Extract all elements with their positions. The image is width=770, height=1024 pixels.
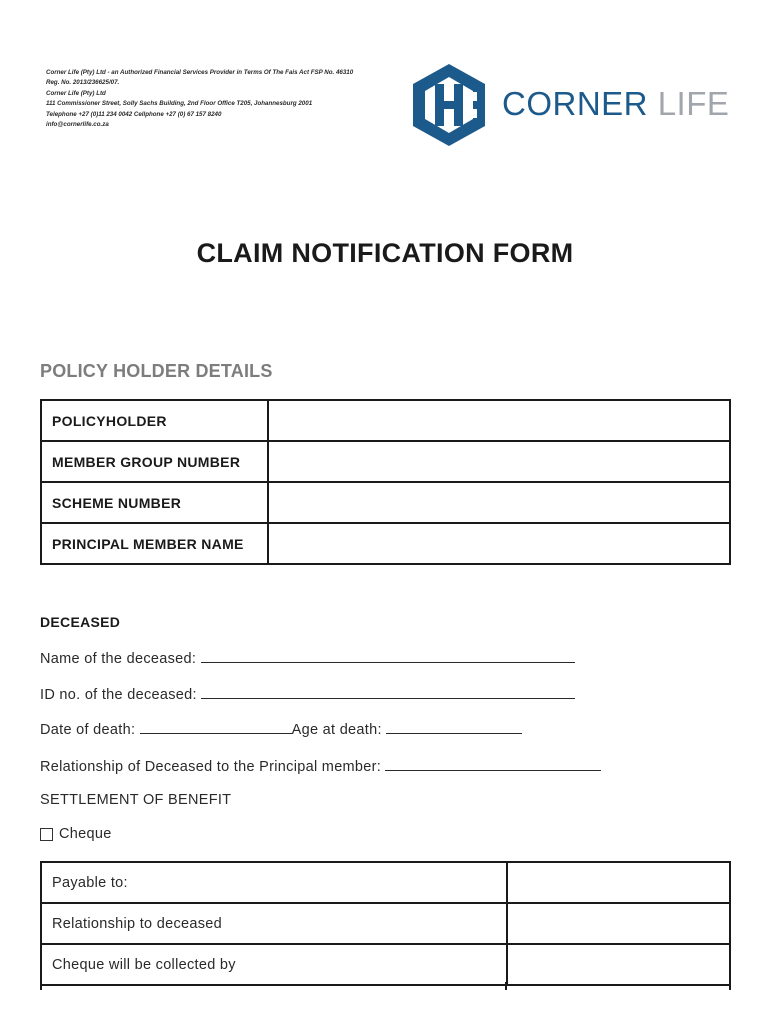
policy-section-title: POLICY HOLDER DETAILS xyxy=(40,361,273,381)
deceased-id-label: ID no. of the deceased: xyxy=(40,687,197,703)
payable-to-label: Payable to: xyxy=(41,862,507,903)
table-row xyxy=(41,862,730,903)
relationship-to-deceased-field[interactable] xyxy=(507,903,730,944)
table-row xyxy=(41,400,730,441)
company-info-line: info@cornerlife.co.za xyxy=(46,121,109,129)
policyholder-label: POLICYHOLDER xyxy=(41,400,268,441)
logo-text-secondary: LIFE xyxy=(657,85,730,122)
settlement-title: SETTLEMENT OF BENEFIT xyxy=(40,792,232,808)
principal-member-name-field[interactable] xyxy=(268,523,730,564)
table-border-continuation xyxy=(40,982,42,990)
policy-details-table xyxy=(40,399,731,565)
company-info-line: Reg. No. 2013/236625/07. xyxy=(46,79,120,87)
deceased-name-field[interactable] xyxy=(201,649,575,663)
deceased-id-row xyxy=(40,685,575,703)
principal-member-name-label: PRINCIPAL MEMBER NAME xyxy=(41,523,268,564)
scheme-number-label: SCHEME NUMBER xyxy=(41,482,268,523)
deceased-name-row xyxy=(40,649,575,667)
company-info-line: Corner Life (Pty) Ltd - an Authorized Financial Services Provider in Terms Of The Fais Act FSP No. 46310 xyxy=(46,69,354,76)
date-of-death-field[interactable] xyxy=(140,720,292,734)
member-group-number-label: MEMBER GROUP NUMBER xyxy=(41,441,268,482)
member-group-number-field[interactable] xyxy=(268,441,730,482)
relationship-to-deceased-label: Relationship to deceased xyxy=(41,903,507,944)
company-info-line: Corner Life (Pty) Ltd xyxy=(46,89,106,97)
cheque-option[interactable] xyxy=(40,826,112,842)
logo-hexagon-icon xyxy=(406,62,492,148)
date-of-death-label: Date of death: xyxy=(40,722,136,738)
table-row xyxy=(41,903,730,944)
table-border-continuation xyxy=(729,982,731,990)
table-row xyxy=(41,944,730,985)
age-at-death-field[interactable] xyxy=(386,720,522,734)
policyholder-field[interactable] xyxy=(268,400,730,441)
cheque-details-table xyxy=(40,861,731,986)
logo-text-primary: CORNER xyxy=(502,85,649,122)
deceased-name-label: Name of the deceased: xyxy=(40,651,197,667)
deceased-id-field[interactable] xyxy=(201,685,575,699)
form-title: CLAIM NOTIFICATION FORM xyxy=(196,238,574,268)
collected-by-field[interactable] xyxy=(507,944,730,985)
deceased-section-title: DECEASED xyxy=(40,614,121,630)
relationship-row xyxy=(40,757,601,775)
table-border-continuation xyxy=(505,982,507,990)
relationship-field[interactable] xyxy=(385,757,601,771)
relationship-label: Relationship of Deceased to the Principal member: xyxy=(40,759,382,775)
death-details-row xyxy=(40,720,522,738)
cheque-option-label: Cheque xyxy=(59,826,112,842)
company-logo xyxy=(406,62,730,148)
cheque-checkbox[interactable] xyxy=(40,828,53,841)
table-row xyxy=(41,441,730,482)
company-info-line: 111 Commissioner Street, Solly Sachs Building, 2nd Floor Office T205, Johannesburg 2001 xyxy=(46,100,313,108)
logo-wordmark xyxy=(502,84,729,124)
company-info-line: Telephone +27 (0)11 234 0042 Cellphone +27 (0) 67 157 8240 xyxy=(46,110,222,118)
table-row xyxy=(41,482,730,523)
company-info xyxy=(46,68,386,130)
table-row xyxy=(41,523,730,564)
scheme-number-field[interactable] xyxy=(268,482,730,523)
age-at-death-label: Age at death: xyxy=(291,722,382,738)
payable-to-field[interactable] xyxy=(507,862,730,903)
collected-by-label: Cheque will be collected by xyxy=(41,944,507,985)
